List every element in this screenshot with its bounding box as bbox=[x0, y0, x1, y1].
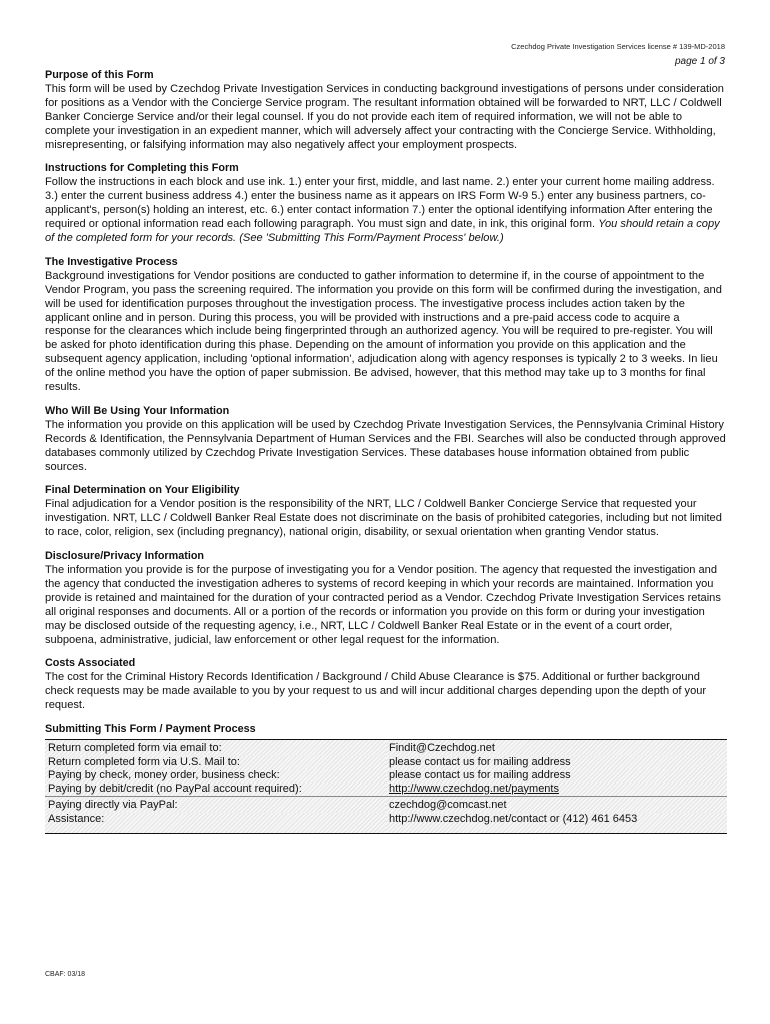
page-number: page 1 of 3 bbox=[674, 56, 725, 67]
payment-label: Paying by check, money order, business check: bbox=[45, 769, 386, 783]
section-text: The cost for the Criminal History Records Identification / Background / Child Abuse Clearance is $75. Additional or further background check requests may be made available to you by your request to us and will incur additional charges depending upon the depth of your request. bbox=[45, 671, 707, 712]
payment-email[interactable]: Findit@Czechdog.net bbox=[386, 739, 727, 755]
section-costs bbox=[45, 657, 727, 713]
payment-label: Paying by debit/credit (no PayPal account required): bbox=[45, 783, 386, 797]
assistance-contact[interactable]: http://www.czechdog.net/contact or (412) 461 6453 bbox=[386, 813, 727, 833]
section-text: The information you provide on this application will be used by Czechdog Private Investigation Services, the Pennsylvania Criminal History Records & Identification, the Pennsylvania Department of Human Services and the FBI. Searches will also be conducted through approved databases commonly utilized by Czechdog Private Investigation Services. These databases house information obtained from public sources. bbox=[45, 418, 726, 473]
section-purpose bbox=[45, 69, 727, 152]
table-row bbox=[45, 739, 727, 755]
payment-table bbox=[45, 739, 727, 834]
section-text-body: Follow the instructions in each block and use ink. 1.) enter your first, middle, and last name. 2.) enter your current home mailing address. 3.) enter the current business address 4.) enter the business name as it appears on IRS Form W-9 5.) enter any business partners, co-applicant's, person(s) holding an interest, etc. 6.) enter contact information 7.) enter the optional identifying information After entering the required or optional information read each following paragraph. You must sign and date, in ink, this original form. bbox=[45, 176, 715, 231]
form-code: CBAF: 03/18 bbox=[45, 971, 86, 978]
payment-label: Assistance: bbox=[45, 813, 386, 833]
section-final-determination bbox=[45, 484, 727, 540]
table-row bbox=[45, 783, 727, 797]
payment-value: please contact us for mailing address bbox=[386, 769, 727, 783]
table-row bbox=[45, 769, 727, 783]
section-heading: Costs Associated bbox=[45, 657, 136, 670]
section-text: Background investigations for Vendor positions are conducted to gather information to determine if, in the course of appointment to the Vendor Program, you pass the screening required. The information you provide on this form will be confirmed during the investigation, and will be used for identification purposes throughout the investigation process. The investigative process includes action taken by the applicant online and in person. During this process, you will be provided with instructions and a pre-paid access code to acquire a response for the clearances which include being fingerprinted through an authorized agency. You will be required to pre-register. You will be asked for photo identification during this phase. Depending on the amount of information you provide on this application and the subsequent agency application, including 'optional information', adjudication along with agency responses is typically 2 to 3 weeks. In lieu of the online method you have the option of paper submission. Be advised, however, that this method may take up to 3 months for final results. bbox=[45, 269, 722, 394]
table-row bbox=[45, 813, 727, 833]
section-text bbox=[45, 176, 727, 246]
section-heading: Instructions for Completing this Form bbox=[45, 162, 239, 175]
section-who-uses-info bbox=[45, 405, 727, 475]
section-heading: Disclosure/Privacy Information bbox=[45, 550, 205, 563]
payment-label: Return completed form via U.S. Mail to: bbox=[45, 756, 386, 770]
table-row bbox=[45, 756, 727, 770]
section-heading: Who Will Be Using Your Information bbox=[45, 404, 230, 417]
table-row bbox=[45, 797, 727, 813]
payment-label: Return completed form via email to: bbox=[45, 739, 386, 755]
section-text: This form will be used by Czechdog Private Investigation Services in conducting background investigations of persons under consideration for positions as a Vendor with the Concierge Service program. The resultant information obtained will be forwarded to NRT, LLC / Coldwell Banker Concierge Service and/or their legal counsel. If you do not provide each item of required information, we will not be able to complete your investigation in an expedient manner, which will adversely affect your contracting with the Concierge Service. Withholding, misrepresenting, or falsifying information may also negatively affect your employment prospects. bbox=[45, 82, 724, 151]
section-investigative-process bbox=[45, 256, 727, 395]
section-disclosure-privacy bbox=[45, 550, 727, 647]
license-number: Czechdog Private Investigation Services license # 139-MD-2018 bbox=[511, 42, 725, 51]
payment-value: please contact us for mailing address bbox=[386, 756, 727, 770]
section-instructions bbox=[45, 162, 727, 245]
paypal-email[interactable]: czechdog@comcast.net bbox=[386, 797, 727, 813]
section-heading: The Investigative Process bbox=[45, 255, 178, 268]
payments-link[interactable]: http://www.czechdog.net/payments bbox=[386, 783, 727, 797]
section-heading: Final Determination on Your Eligibility bbox=[45, 484, 240, 497]
payment-label: Paying directly via PayPal: bbox=[45, 797, 386, 813]
payment-title: Submitting This Form / Payment Process bbox=[45, 723, 256, 736]
form-body bbox=[45, 69, 727, 834]
section-text: The information you provide is for the purpose of investigating you for a Vendor position. The agency that requested the investigation and the agency that conducted the investigation adheres to systems of record keeping in which your records are maintained. Information you provide is retained and maintained for the duration of your contracted period as a Vendor. Czechdog Private Investigation Services retains all original responses and documents. All or a portion of the records or information you provide on this form or during your investigation may be disclosed outside of the requesting agency, i.e., NRT, LLC / Coldwell Banker Real Estate or in the event of a court order, subpoena, administrative, judicial, law enforcement or other legal request for the information. bbox=[45, 564, 721, 646]
section-heading: Purpose of this Form bbox=[45, 69, 154, 81]
retain-copy-note: You should retain a copy of the completed form for your records. (See 'Submitting This Form/Payment Process' below.) bbox=[45, 218, 720, 244]
section-text: Final adjudication for a Vendor position is the responsibility of the NRT, LLC / Coldwell Banker Concierge Service that requested your investigation. NRT, LLC / Coldwell Banker Real Estate does not discriminate on the basis of prohibited categories, including but not limited to race, color, religion, sex (including pregnancy), national origin, disability, or sexual orientation when granting Vendor status. bbox=[45, 498, 722, 539]
